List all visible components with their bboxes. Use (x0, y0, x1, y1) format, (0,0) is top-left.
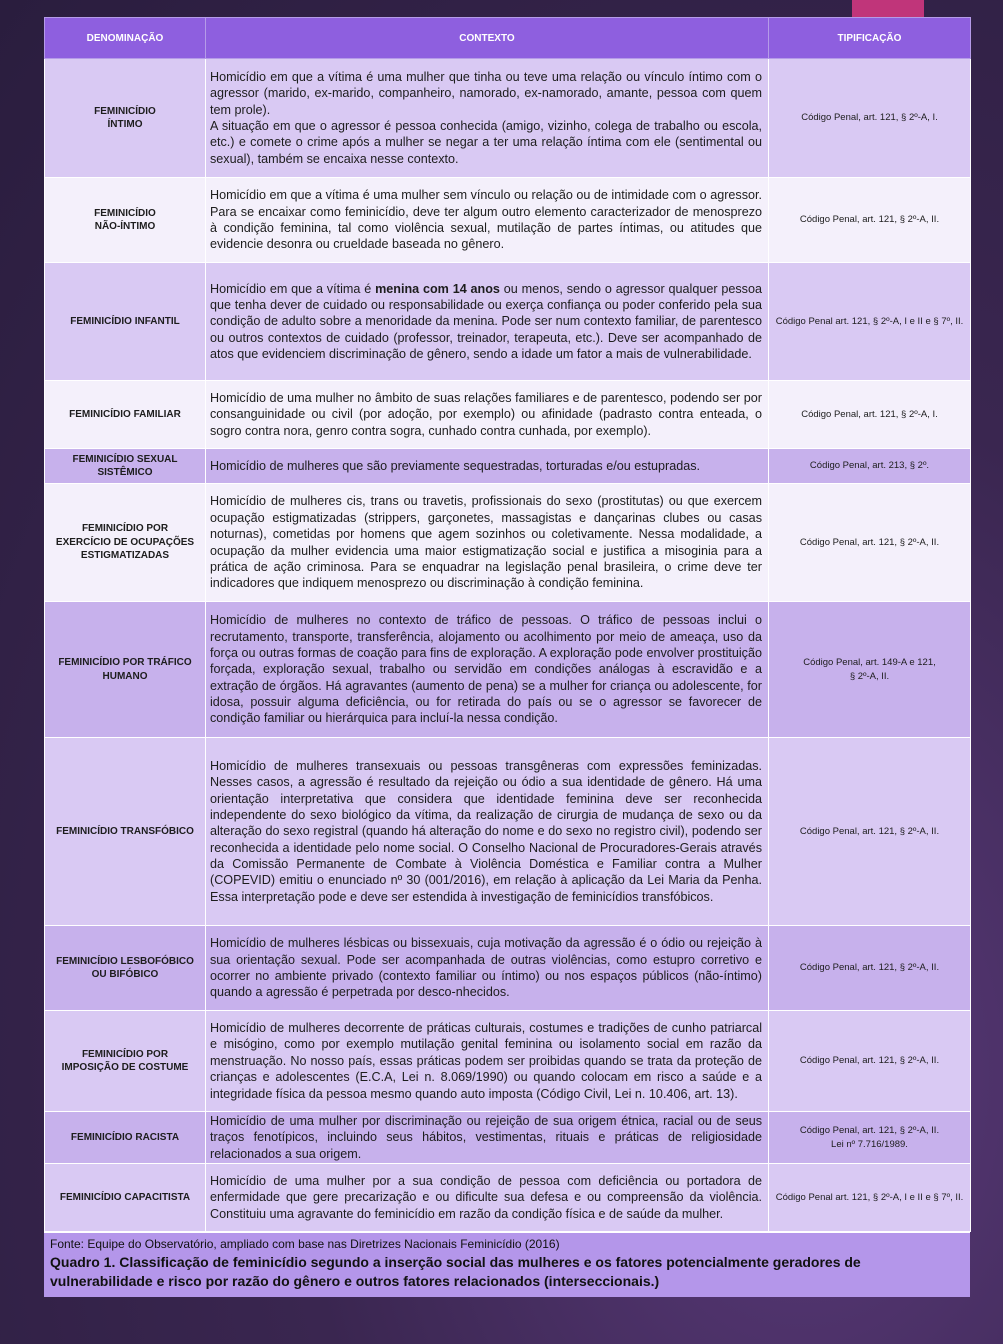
typification-text: Lei nº 7.716/1989. (831, 1138, 908, 1150)
table-row (45, 738, 971, 926)
context-cell: Homicídio de mulheres lésbicas ou bissexuais, cuja motivação da agressão é o ódio ou rejeição à sua orientação sexual. Pode ser acompanhada de outras violências, como estupro corretivo e ocorrer no ambiente privado (contexto familiar ou íntimo) ou nos espaços públicos (não-íntimo) quando a agressão é perpetrada por desco-nhecidos. (206, 926, 769, 1011)
typification-cell: Código Penal art. 121, § 2º-A, I e II e § 7º, II. (769, 1164, 971, 1232)
typification-cell: Código Penal, art. 121, § 2º-A, II. (769, 738, 971, 926)
denomination-cell (45, 449, 206, 484)
typification-text: Código Penal, art. 149-A e 121, (803, 656, 936, 668)
denomination-text: FEMINICÍDIO (94, 207, 156, 219)
typification-cell (769, 1112, 971, 1164)
typification-cell (769, 602, 971, 738)
table-row (45, 449, 971, 484)
context-text: A situação em que o agressor é pessoa conhecida (amigo, vizinho, colega de trabalho ou escola, etc.) e comete o crime após a mulher se negar a ter uma relação íntima com ele (sentimental ou sexual), também se encaixa nesse contexto. (210, 119, 762, 166)
table-row (45, 484, 971, 602)
context-cell: Homicídio de mulheres no contexto de tráfico de pessoas. O tráfico de pessoas inclui o recrutamento, transporte, transferência, alojamento ou acolhimento por meio de ameaça, uso da força ou outras formas de coação para fins de exploração. A exploração pode envolver prostituição forçada, exploração sexual, trabalho ou servidão em condições análogas à escravidão e a extração de órgãos. Há agravantes (aumento de pena) se a mulher for criança ou adolescente, for idosa, possuir alguma deficiência, ou for retirada do país ou se o agressor se favorecer de condição familiar ou hierárquica para incluí-la nessa condição. (206, 602, 769, 738)
denomination-cell (45, 178, 206, 263)
denomination-text: FEMINICÍDIO (94, 105, 156, 117)
denomination-cell: FEMINICÍDIO FAMILIAR (45, 381, 206, 449)
context-cell: Homicídio de mulheres decorrente de práticas culturais, costumes e tradições de cunho patriarcal e misógino, como por exemplo mutilação genital feminina ou isolamento social em razão da menstruação. No nosso país, essas práticas podem ser proibidas quando se trata da proteção de crianças e adolescentes (E.C.A, Lei n. 8.069/1990) ou quando colocam em risco a saúde e a integridade física da pessoa mesmo quando auto imposta (Código Civil, Lei n. 10.406, art. 13). (206, 1011, 769, 1112)
context-text: ou menos, sendo o agressor qualquer pessoa que tenha dever de cuidado ou responsabilidade ou exerça confiança ou poder conferido pela sua condição de adulto sobre a menoridade da menina. Pode ser num contexto familiar, de parentesco ou outros contextos de cuidado (professor, treinador, terapeuta, etc.). Deve ser acompanhado de atos que evidenciem discriminação de gênero, sendo a idade um fator a mais de vulnerabilidade. (210, 281, 762, 362)
header-denominacao: DENOMINAÇÃO (45, 18, 206, 59)
table-caption: Quadro 1. Classificação de feminicídio segundo a inserção social das mulheres e os fatores potencialmente geradores de vulnerabilidade e risco por razão do gênero e outros fatores relacionados (interseccionais.) (50, 1253, 861, 1289)
table-footer (44, 1232, 970, 1297)
denomination-cell: FEMINICÍDIO TRANSFÓBICO (45, 738, 206, 926)
denomination-text: FEMINICÍDIO LESBOFÓBICO (56, 955, 194, 967)
table-row (45, 263, 971, 381)
denomination-cell (45, 602, 206, 738)
denomination-cell: FEMINICÍDIO INFANTIL (45, 263, 206, 381)
table-header-row (45, 18, 971, 59)
denomination-text: HUMANO (102, 670, 148, 682)
denomination-cell (45, 59, 206, 178)
denomination-cell: FEMINICÍDIO RACISTA (45, 1112, 206, 1164)
context-cell: Homicídio de mulheres que são previamente sequestradas, torturadas e/ou estupradas. (206, 449, 769, 484)
typification-text: § 2º-A, II. (849, 670, 890, 682)
denomination-text: SISTÊMICO (97, 467, 153, 478)
typification-cell: Código Penal, art. 213, § 2º. (769, 449, 971, 484)
context-cell: Homicídio de uma mulher por discriminação ou rejeição de sua origem étnica, racial ou de seus traços fenotípicos, incluindo seus hábitos, vestimentas, rituais e práticas de religiosidade relacionados a sua origem. (206, 1112, 769, 1164)
typification-text: Código Penal, art. 121, § 2º-A, II. (799, 1124, 940, 1136)
header-tipificacao: TIPIFICAÇÃO (769, 18, 971, 59)
source-note: Fonte: Equipe do Observatório, ampliado com base nas Diretrizes Nacionais Feminicídio (2016) (50, 1237, 560, 1252)
context-cell (206, 263, 769, 381)
denomination-text: FEMINICÍDIO POR TRÁFICO (58, 657, 192, 668)
typification-cell: Código Penal, art. 121, § 2º-A, II. (769, 1011, 971, 1112)
denomination-cell (45, 926, 206, 1011)
context-text: Homicídio em que a vítima é uma mulher que tinha ou teve uma relação ou vínculo íntimo com o agressor (marido, ex-marido, companheiro, namorado, ex-namorado, amante, pessoa com quem tem prole). (210, 69, 762, 117)
context-cell: Homicídio de mulheres transexuais ou pessoas transgêneras com expressões feminizadas. Nesses casos, a agressão é resultado da rejeição ou ódio a sua identidade de gênero. Há uma orientação interpretativa que considera que identidade feminina deve ser reconhecida independente do sexo biológico da vítima, da realização de cirurgia de mudança de sexo ou da alteração do sexo registral (quando há alteração do nome e do sexo no registro civil), podendo ser reconhecida a identidade pelo nome social. O Conselho Nacional de Procuradores-Gerais através da Comissão Permanente de Combate à Violência Doméstica e Familiar contra a Mulher (COPEVID) emitiu o enunciado nº 30 (001/2016), em relação à aplicação da Lei Maria da Penha. Essa interpretação pode e deve ser estendida à investigação de feminicídios transfóbicos. (206, 738, 769, 926)
typification-cell: Código Penal art. 121, § 2º-A, I e II e § 7º, II. (769, 263, 971, 381)
table-row (45, 1011, 971, 1112)
context-cell (206, 59, 769, 178)
typification-cell: Código Penal, art. 121, § 2º-A, II. (769, 178, 971, 263)
denomination-text: OU BIFÓBICO (91, 969, 159, 980)
context-cell: Homicídio em que a vítima é uma mulher sem vínculo ou relação ou de intimidade com o agressor. Para se encaixar como feminicídio, deve ter algum outro elemento caracterizador de menosprezo à condição feminina, tal como violência sexual, mutilação de partes íntimas, ou atitudes que evidencie desonra ou crueldade baseada no gênero. (206, 178, 769, 263)
denomination-cell: FEMINICÍDIO CAPACITISTA (45, 1164, 206, 1232)
table-row (45, 59, 971, 178)
context-cell: Homicídio de uma mulher por a sua condição de pessoa com deficiência ou portadora de enfermidade que gere precarização e ou dificulte sua defesa e ou compreensão da violência. Constituiu uma agravante do feminicídio em razão da condição física e de saúde da mulher. (206, 1164, 769, 1232)
classification-table (44, 17, 971, 1232)
table-row (45, 178, 971, 263)
table-row (45, 381, 971, 449)
denomination-cell (45, 484, 206, 602)
context-cell: Homicídio de mulheres cis, trans ou travetis, profissionais do sexo (prostitutas) ou que exercem ocupação estigmatizadas (strippers, garçonetes, massagistas e dançarinas clubes ou casas noturnas), cometidas por homens que agem sozinhos ou coletivamente. Nessa modalidade, a ocupação da mulher evidencia uma maior estigmatização social e justifica a misoginia para a prática de ação criminosa. Para se enquadrar na legislação penal brasileira, o crime deve ter indicadores que indiquem menosprezo ou discriminação à condição feminina. (206, 484, 769, 602)
table-row (45, 926, 971, 1011)
typification-cell: Código Penal, art. 121, § 2º-A, I. (769, 381, 971, 449)
accent-bar (852, 0, 924, 17)
typification-cell: Código Penal, art. 121, § 2º-A, II. (769, 926, 971, 1011)
context-emphasis: menina com 14 anos (375, 281, 500, 296)
denomination-text: FEMINICÍDIO SEXUAL (72, 453, 178, 465)
header-contexto: CONTEXTO (206, 18, 769, 59)
denomination-text: EXERCÍCIO DE OCUPAÇÕES (55, 536, 195, 548)
context-text: Homicídio em que a vítima é (210, 281, 376, 296)
denomination-text: FEMINICÍDIO POR (81, 523, 169, 535)
denomination-text: ESTIGMATIZADAS (80, 550, 170, 562)
denomination-cell (45, 1011, 206, 1112)
classification-table-container (44, 17, 970, 1297)
denomination-text: FEMINICÍDIO POR (81, 1048, 169, 1060)
table-row (45, 1112, 971, 1164)
table-row (45, 602, 971, 738)
context-cell: Homicídio de uma mulher no âmbito de suas relações familiares e de parentesco, podendo ser por consanguinidade ou civil (por adoção, por exemplo) ou afinidade (padrasto contra enteada, o sogro contra nora, genro contra sogra, cunhado contra cunhada, por exemplo). (206, 381, 769, 449)
typification-cell: Código Penal, art. 121, § 2º-A, II. (769, 484, 971, 602)
table-row (45, 1164, 971, 1232)
denomination-text: IMPOSIÇÃO DE COSTUME (61, 1062, 189, 1073)
denomination-text: ÍNTIMO (107, 119, 143, 130)
typification-cell: Código Penal, art. 121, § 2º-A, I. (769, 59, 971, 178)
denomination-text: NÃO-ÍNTIMO (94, 221, 156, 232)
